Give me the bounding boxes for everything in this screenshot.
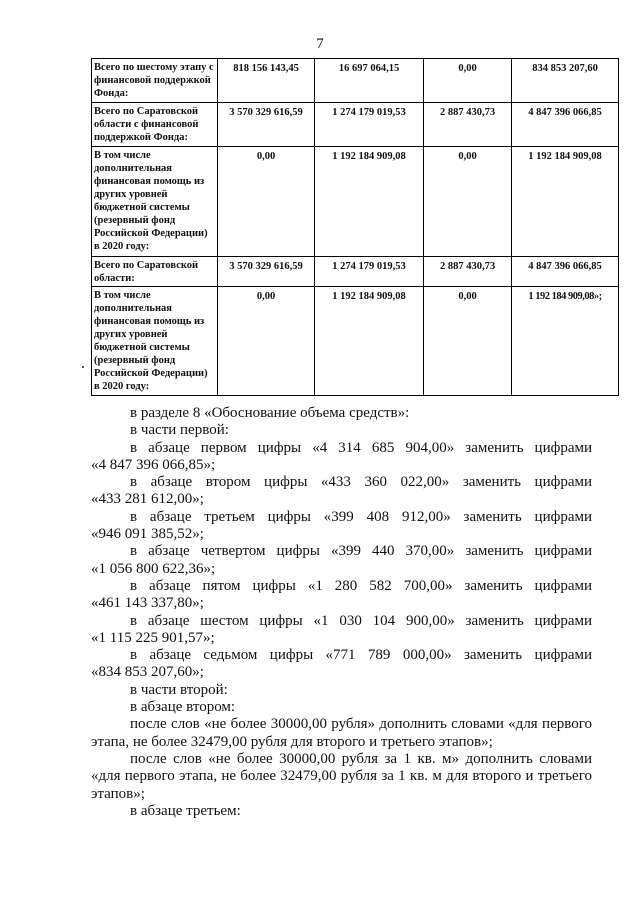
cell-value: 1 274 179 019,53 <box>315 257 424 287</box>
paragraph: в абзаце втором: <box>130 699 236 716</box>
cell-value: 1 192 184 909,08 <box>512 147 619 257</box>
cell-value: 834 853 207,60 <box>512 59 619 103</box>
row-label: В том числе дополнительная финансовая помощь из других уровней бюджетной системы (резервный фонд Российской Федерации) в 2020 году: <box>92 147 218 257</box>
cell-value: 0,00 <box>218 147 315 257</box>
cell-value: 0,00 <box>218 287 315 396</box>
table-row <box>92 287 619 396</box>
paragraph-line: в абзаце седьмом цифры «771 789 000,00» заменить цифрами <box>130 647 592 664</box>
cell-value: 1 274 179 019,53 <box>315 103 424 147</box>
paragraph-line: в абзаце втором цифры «433 360 022,00» заменить цифрами <box>130 474 592 491</box>
cell-value: 818 156 143,45 <box>218 59 315 103</box>
cell-value: 3 570 329 616,59 <box>218 257 315 287</box>
paragraph: в разделе 8 «Обоснование объема средств»: <box>130 405 410 421</box>
paragraph: в части первой: <box>130 422 229 439</box>
cell-value: 0,00 <box>424 147 512 257</box>
cell-value: 4 847 396 066,85 <box>512 103 619 147</box>
row-label: Всего по шестому этапу с финансовой поддержкой Фонда: <box>92 59 218 103</box>
paragraph-line: «946 091 385,52»; <box>91 526 204 543</box>
paragraph-line: «4 847 396 066,85»; <box>91 456 216 473</box>
cell-value: 2 887 430,73 <box>424 103 512 147</box>
cell-value: 4 847 396 066,85 <box>512 257 619 287</box>
paragraph-line: в абзаце третьем цифры «399 408 912,00» заменить цифрами <box>130 508 592 525</box>
cell-value: 3 570 329 616,59 <box>218 103 315 147</box>
paragraph-line: в абзаце пятом цифры «1 280 582 700,00» заменить цифрами <box>130 577 592 594</box>
paragraph-line: в абзаце первом цифры «4 314 685 904,00» заменить цифрами <box>130 439 592 456</box>
paragraph: в абзаце третьем: <box>130 802 241 819</box>
paragraph-line: «1 115 225 901,57»; <box>91 629 215 646</box>
paragraph: в части второй: <box>130 681 228 698</box>
row-label: В том числе дополнительная финансовая помощь из других уровней бюджетной системы (резервный фонд Российской Федерации) в 2020 году: <box>92 287 218 396</box>
cell-value: 1 192 184 909,08 <box>315 147 424 257</box>
cell-value: 16 697 064,15 <box>315 59 424 103</box>
paragraph-line: «834 853 207,60»; <box>91 664 204 681</box>
table-row <box>92 59 619 103</box>
paragraph-line: в абзаце шестом цифры «1 030 104 900,00» заменить цифрами <box>130 612 592 629</box>
cell-value: 1 192 184 909,08»; <box>512 287 619 396</box>
page-number: 7 <box>316 36 324 52</box>
paragraph-line: «433 281 612,00»; <box>91 491 204 508</box>
table-row <box>92 147 619 257</box>
document-body <box>91 405 592 820</box>
cell-value: 0,00 <box>424 59 512 103</box>
paragraph: после слов «не более 30000,00 рубля за 1 кв. м» дополнить словами «для первого этапа, не более 32479,00 рубля за 1 кв. м для второго и третьего этапов»; <box>91 750 592 802</box>
paragraph-line: «461 143 337,80»; <box>91 595 204 612</box>
row-label: Всего по Саратовской области: <box>92 257 218 287</box>
row-label: Всего по Саратовской области с финансовой поддержкой Фонда: <box>92 103 218 147</box>
cell-value: 2 887 430,73 <box>424 257 512 287</box>
paragraph-line: «1 056 800 622,36»; <box>91 560 216 577</box>
cell-value: 0,00 <box>424 287 512 396</box>
cell-value: 1 192 184 909,08 <box>315 287 424 396</box>
paragraph: после слов «не более 30000,00 рубля» дополнить словами «для первого этапа, не более 32479,00 рубля для второго и третьего этапов»; <box>91 716 592 750</box>
table-row <box>92 257 619 287</box>
table-row <box>92 103 619 147</box>
financing-table <box>91 58 619 396</box>
paragraph-line: в абзаце четвертом цифры «399 440 370,00» заменить цифрами <box>130 543 592 560</box>
scan-speck <box>82 366 84 368</box>
